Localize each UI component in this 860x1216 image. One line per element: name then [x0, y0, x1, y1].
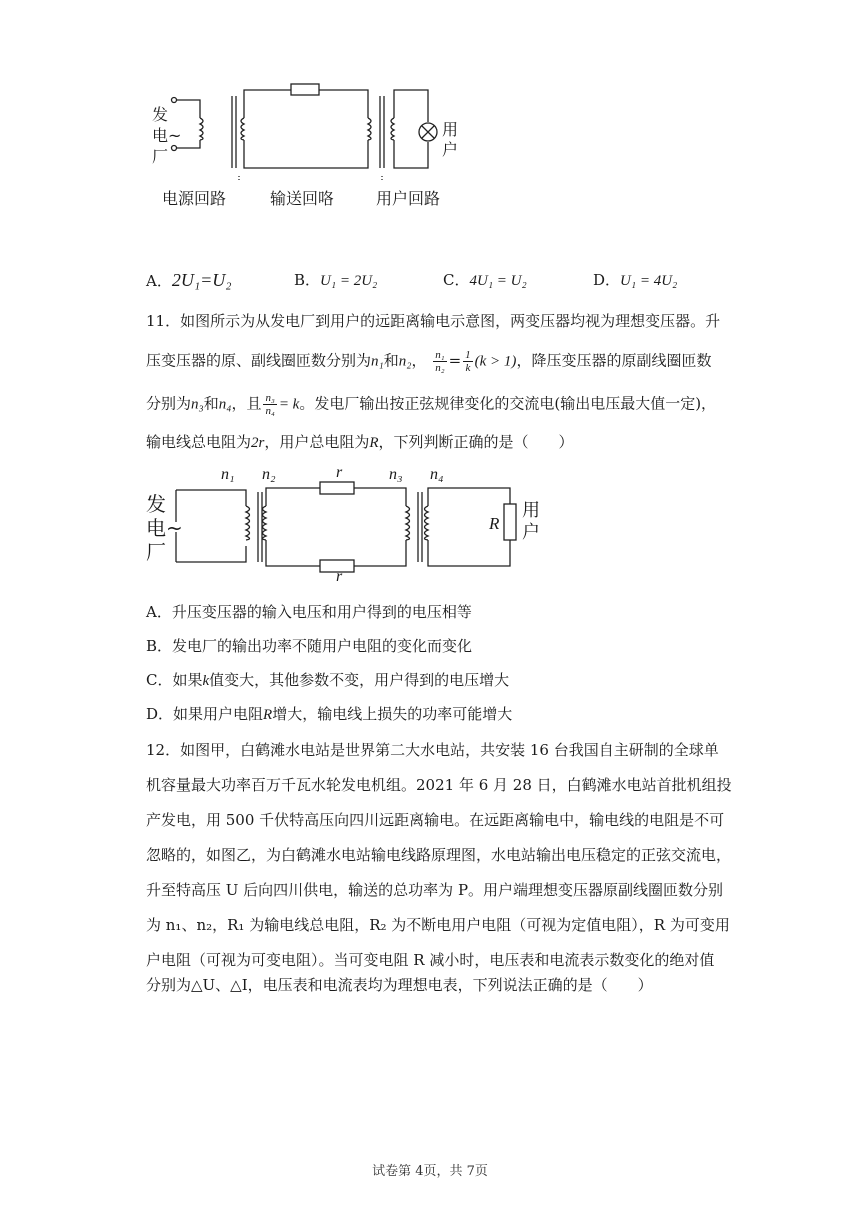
diagram1-caption-source: 电源回路: [162, 189, 227, 208]
diagram1-caption-user: 用户回路: [376, 189, 441, 208]
diagram2-n4-label: n₄: [430, 466, 444, 483]
q11-option-a: A．升压变压器的输入电压和用户得到的电压相等: [146, 603, 472, 621]
q10-option-c: C．4U₁ = U₂: [443, 271, 527, 289]
q11-line-1: 11．如图所示为从发电厂到用户的远距离输电示意图，两变压器均视为理想变压器。升: [146, 312, 721, 330]
q10-option-a: A．2U₁=U₂: [146, 270, 232, 290]
q12-line-1: 12．如图甲，白鹤滩水电站是世界第二大水电站，共安装 16 台我国自主研制的全球单: [146, 741, 719, 759]
diagram2-n3-label: n₃: [389, 466, 403, 483]
diagram2-r-top-label: r: [336, 464, 343, 481]
q12-line-4: 忽略的，如图乙，为白鹤滩水电站输电线路原理图，水电站输出电压稳定的正弦交流电，: [146, 846, 732, 864]
diagram1-caption-transmission: 输送回咯: [270, 189, 335, 208]
diagram2-R-label: R: [489, 514, 500, 533]
q12-line-7: 户电阻（可视为可变电阻）。当可变电阻 R 减小时，电压表和电流表示数变化的绝对值: [146, 951, 715, 969]
q12-line-8: 分别为△U、△I，电压表和电流表均为理想电表，下列说法正确的是（ ）: [146, 976, 653, 994]
q11-line-2: 压变压器的原、副线圈匝数分别为n₁和n₂， $\frac{\text{n₁}}{\text{n₂}}$ = $\frac{1}{k}$ (k > 1)，降压变压器的原副线圈匝数: [146, 349, 712, 374]
q11-option-c: C．如果k值变大，其他参数不变，用户得到的电压增大: [146, 671, 510, 689]
diagram2-source-label: 发 电~ 厂: [146, 492, 183, 564]
q11-line-4: 输电线总电阻为2r，用户总电阻为R，下列判断正确的是（ ）: [146, 433, 574, 451]
diagram1-user-label: 用 户: [442, 120, 459, 159]
q12-line-2: 机容量最大功率百万千瓦水轮发电机组。2021 年 6 月 28 日，白鹤滩水电站首批机组投: [146, 776, 732, 794]
q12-line-3: 产发电，用 500 千伏特高压向四川远距离输电。在远距离输电中，输电线的电阻是不可: [146, 811, 725, 829]
q11-option-d: D．如果用户电阻R增大，输电线上损失的功率可能增大: [146, 705, 513, 723]
q11-line-3: 分别为n₃和n₄，且 $\frac{\text{n₃}}{\text{n₄}}$ = k。发电厂输出按正弦规律变化的交流电(输出电压最大值一定)，: [146, 392, 717, 417]
diagram2-user-label: 用 户: [522, 500, 540, 543]
q12-line-6: 为 n₁、n₂，R₁ 为输电线总电阻，R₂ 为不断电用户电阻（可视为定值电阻），R 为可变用: [146, 916, 730, 934]
diagram2-n1-label: n₁: [221, 466, 235, 483]
diagram2-r-bottom-label: r: [336, 568, 343, 585]
q10-option-d: D．U₁ = 4U₂: [593, 271, 678, 289]
q11-option-b: B．发电厂的输出功率不随用户电阻的变化而变化: [146, 637, 473, 655]
diagram1-source-label: 发 电~ 厂: [152, 105, 182, 166]
page-footer: 试卷第 4页，共 7页: [372, 1164, 488, 1179]
diagram2-n2-label: n₂: [262, 466, 276, 483]
q10-option-b: B．U₁ = 2U₂: [294, 271, 378, 289]
q12-line-5: 升至特高压 U 后向四川供电，输送的总功率为 P。用户端理想变压器原副线圈匝数分别: [146, 881, 724, 899]
